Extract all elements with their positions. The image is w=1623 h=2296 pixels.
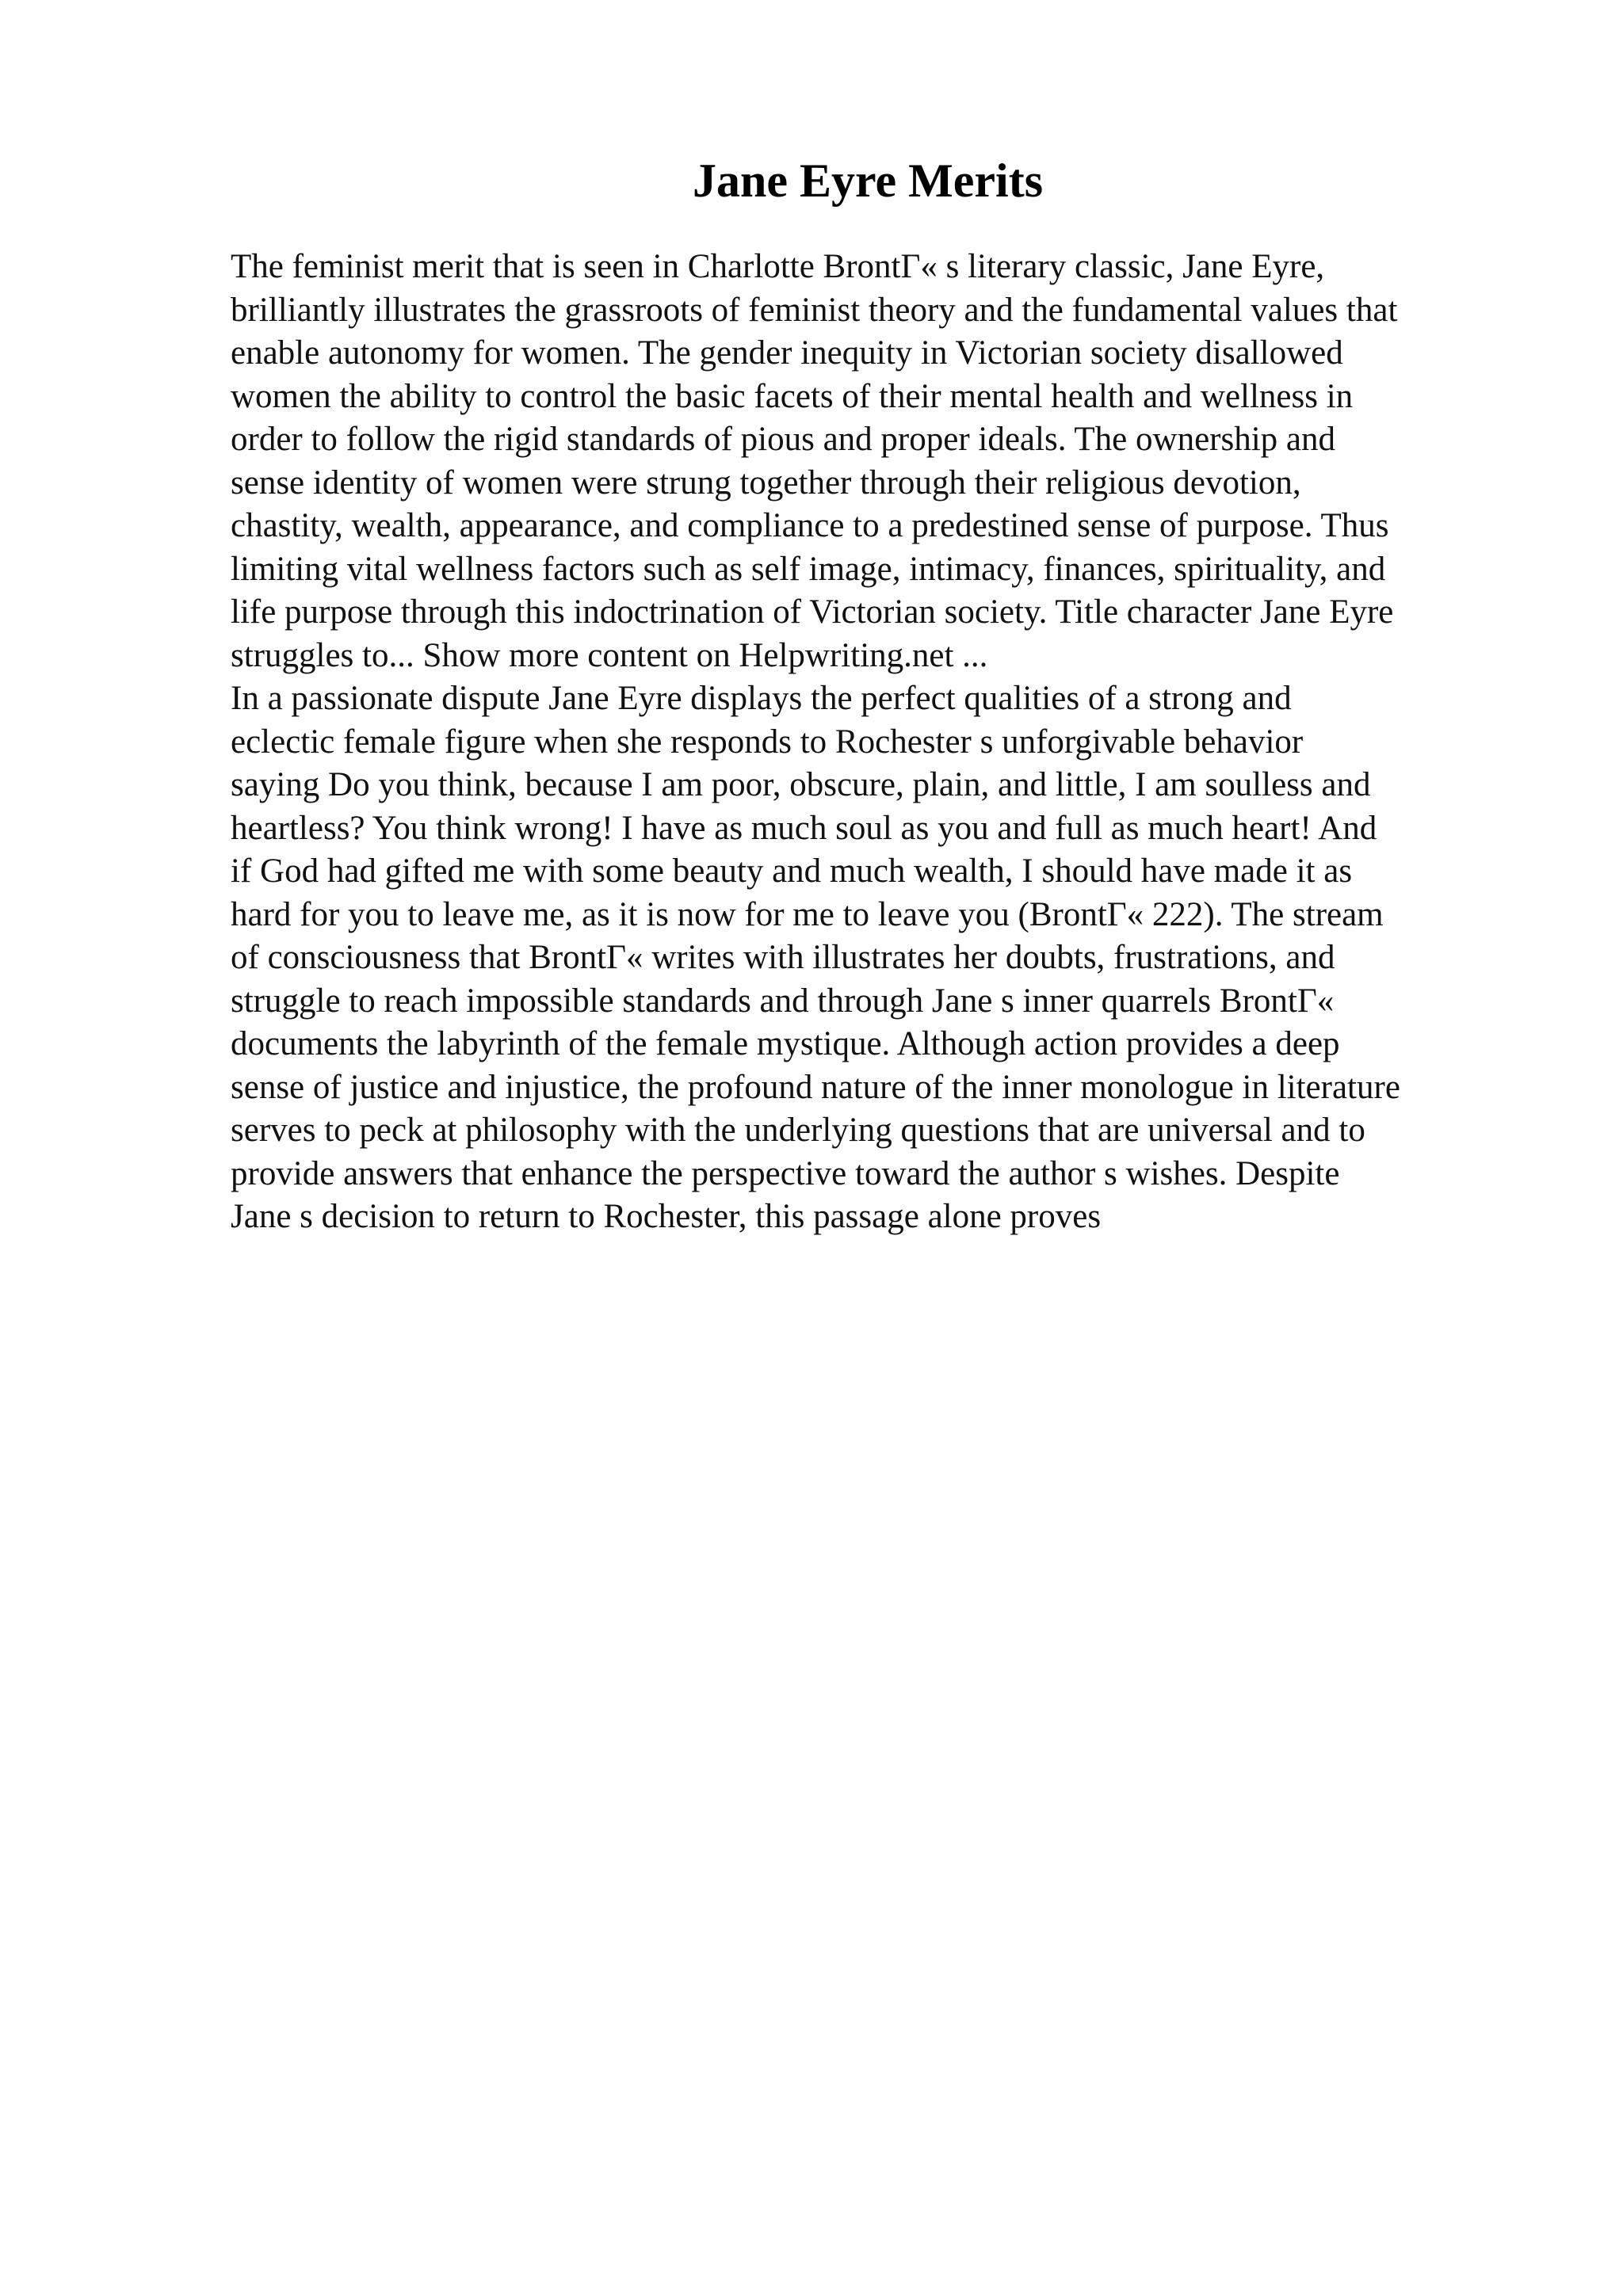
paragraph-2: In a passionate dispute Jane Eyre displays the perfect qualities of a strong and eclectic female figure when she responds to Rochester s unforgivable behavior saying Do you think, because I am poor, obscure, plain, and little, I am soulless and heartless? You think wrong! I have as much soul as you and full as much heart! And if God had gifted me with some beauty and much wealth, I should have made it as hard for you to leave me, as it is now for me to leave you (BrontΓ« 222). The stream of consciousness that BrontΓ« writes with illustrates her doubts, frustrations, and struggle to reach impossible standards and through Jane s inner quarrels BrontΓ« documents the labyrinth of the female mystique. Although action provides a deep sense of justice and injustice, the profound nature of the inner monologue in literature serves to peck at philosophy with the underlying questions that are universal and to provide answers that enhance the perspective toward the author s wishes. Despite Jane s decision to return to Rochester, this passage alone proves [231, 680, 1400, 1235]
document-body [231, 246, 1514, 1239]
paragraph-1: The feminist merit that is seen in Charlotte BrontΓ« s literary classic, Jane Eyre, brilliantly illustrates the grassroots of feminist theory and the fundamental values that enable autonomy for women. The gender inequity in Victorian society disallowed women the ability to control the basic facets of their mental health and wellness in order to follow the rigid standards of pious and proper ideals. The ownership and sense identity of women were strung together through their religious devotion, chastity, wealth, appearance, and compliance to a predestined sense of purpose. Thus limiting vital wellness factors such as self image, intimacy, finances, spirituality, and life purpose through this indoctrination of Victorian society. Title character Jane Eyre struggles to... Show more content on Helpwriting.net ... [231, 248, 1398, 674]
document-title: Jane Eyre Merits [692, 154, 1044, 207]
